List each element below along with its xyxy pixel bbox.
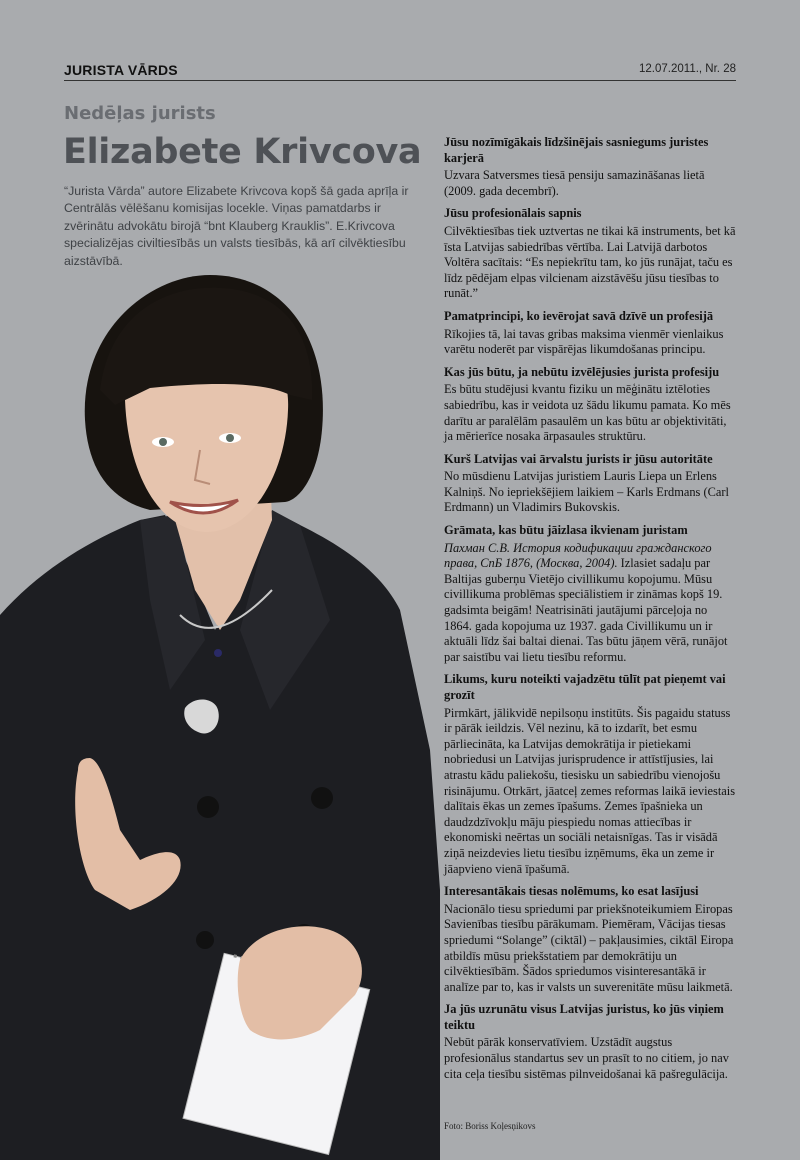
article-intro: “Jurista Vārda” autore Elizabete Krivcova kopš šā gada aprīļa ir Centrālās vēlēšanu komisijas locekle. Viņas pamatdarbs ir zvērinātu advokātu birojā “bnt Klauberg Krauklis”. E.Krivcova specializējas civiltiesībās un valsts tiesībās, kā arī cilvēktiesību aizstāvībā. (64, 184, 409, 268)
question-law: Likums, kuru noteikti vajadzētu tūlīt pat pieņemt vai grozīt (444, 672, 726, 702)
question-address: Ja jūs uzrunātu visus Latvijas juristus, ko jūs viņiem teiktu (444, 1002, 724, 1032)
article-title: Elizabete Krivcova (63, 132, 422, 172)
question-dream: Jūsu profesionālais sapnis (444, 206, 582, 221)
book-comment: Izlasiet sadaļu par Baltijas guberņu Vietējo civillikumu kopojumu. Mūsu civillikuma problēmas speciālistiem ir zināmas kopš 19. gadsimta beigām! Neatrisināti jautājumi pārceļoja no 1864. gada kopojuma uz 1937. gada Civillikumu un ir aktuāli līdz šai baltai dienai. Tas būtu jāņem vērā, runājot par saistību vai lietu tiesību reformu. (444, 556, 728, 664)
answer-judgment: Nacionālo tiesu spriedumi par priekšnoteikumiem Eiropas Savienības tiesību pārākumam. Piemēram, Vācijas tiesas spriedumi “Solange” (ciktāl) – pakļausimies, ciktāl Eiropa atbildīs mūsu priekšstatiem par demokrātiju un cilvēktiesībām. Šādos spriedumos visinteresantākā ir analīze par to, kas ir valsts un suverenitāte mūsu laikmetā. (444, 901, 734, 994)
answer-dream: Cilvēktiesības tiek uztvertas ne tikai kā instruments, bet kā īsta Latvijas sabiedrības vērtība. Lai Latvijā darbotos Voltēra sacītais: “Es nepiekrītu tam, ko jūs runājat, taču es līdz pēdējam elpas vilcienam aizstāvēšu jūsu tiesības to runāt.” (444, 223, 736, 301)
answer-law: Pirmkārt, jālikvidē nepilsoņu institūts. Šis pagaidu statuss ir pārāk ieildzis. Vēl nezinu, kā to izdarīt, bet esmu pārliecināta, ka Latvijas demokrātija ir pietiekami nobriedusi un Latvijas jurisprudence ir attīstījusies, lai atrastu kādu paliekošu, tiesisku un sabiedrību vienojošu risinājumu. Otrkārt, jāatceļ zemes reformas laikā ieviestais dalītais ēkas un zemes īpašums. Zemes īpašnieka un daudzdzīvokļu māju piespiedu nomas attiecības ir ekonomiski neērtas un sociāli netaisnīgas. Tas ir visādā ziņā neizdevies lietu tiesību izņēmums, ēka un zeme ir jāapvieno vienā īpašumā. (444, 705, 736, 876)
answer-alternative-career: Es būtu studējusi kvantu fiziku un mēģinātu iztēloties sabiedrību, kas ir veidota uz šādu likumu pamata. Ko mēs darītu ar paralēlām pasaulēm un kas būtu ar objektivitāti, ja mērierīce nosaka ārpasaules struktūru. (444, 382, 731, 444)
portrait-photo (0, 270, 440, 1160)
book-title: Пахман С.В. История кодификации гражданского права, СпБ 1876, (Москва, 2004). (444, 540, 712, 571)
header-rule (64, 80, 736, 81)
masthead-logo: JURISTA VĀRDS (64, 62, 178, 78)
question-achievement: Jūsu nozīmīgākais līdzšinējais sasniegums juristes karjerā (444, 135, 709, 165)
question-judgment: Interesantākais tiesas nolēmums, ko esat lasījusi (444, 884, 699, 899)
question-authority: Kurš Latvijas vai ārvalstu jurists ir jūsu autoritāte (444, 451, 713, 466)
answer-address: Nebūt pārāk konservatīviem. Uzstādīt augstus profesionālus standartus sev un prasīt to no citiem, jo nav cita ceļa tiesību sistēmas pilnveidošanai kā pašregulācija. (444, 1035, 729, 1081)
photo-credit: Foto: Boriss Koļesņikovs (444, 1121, 536, 1131)
section-kicker: Nedēļas jurists (64, 103, 216, 124)
answer-principles: Rīkojies tā, lai tavas gribas maksima vienmēr vienlaikus varētu noderēt par vispārējas likumdošanas principu. (444, 326, 724, 357)
question-book: Grāmata, kas būtu jāizlasa ikvienam juristam (444, 523, 688, 538)
qa-column (444, 135, 736, 1089)
question-alternative-career: Kas jūs būtu, ja nebūtu izvēlējusies jurista profesiju (444, 364, 720, 379)
answer-authority: No mūsdienu Latvijas juristiem Lauris Liepa un Erlens Kalniņš. No iepriekšējiem laikiem – Karls Erdmans (Carl Erdmann) un Vladimirs Bukovskis. (444, 469, 729, 515)
answer-book (444, 541, 736, 666)
answer-achievement: Uzvara Satversmes tiesā pensiju samazināšanas lietā (2009. gada decembrī). (444, 168, 705, 198)
question-principles: Pamatprincipi, ko ievērojat savā dzīvē un profesijā (444, 308, 714, 323)
issue-info: 12.07.2011., Nr. 28 (639, 63, 736, 75)
